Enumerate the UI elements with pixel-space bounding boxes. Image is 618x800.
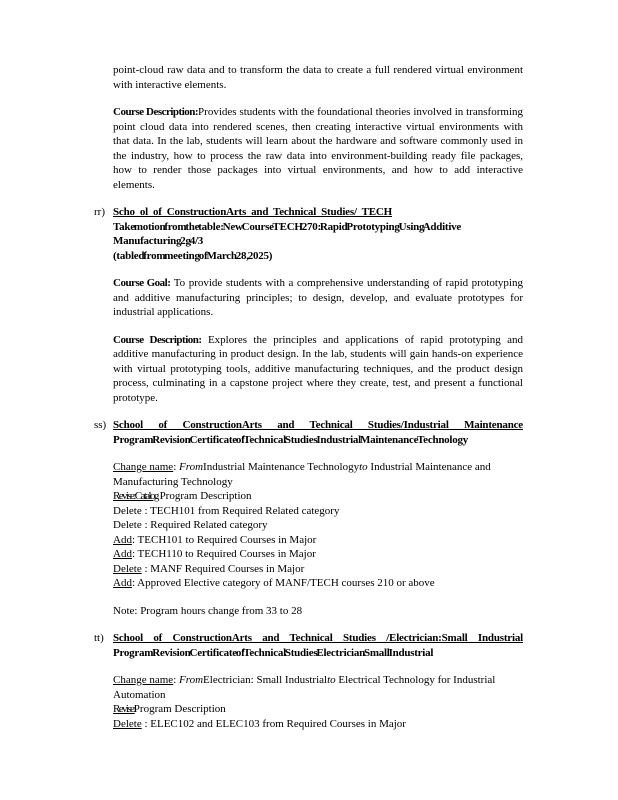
section-ss-program-line: Program Revision Certificate of Technical Studies Industrial Maintenance Technology — [113, 433, 468, 446]
change-name-label: Change name — [113, 674, 174, 686]
course-description-label: Course Description: — [113, 106, 199, 118]
section-rr-tabled-line: (tabled from meeting of March 28, 2025) — [113, 249, 273, 262]
change-item-label: Add — [113, 533, 132, 546]
change-to-text: Industrial Maintenance and Manufacturing Technology — [113, 461, 491, 488]
change-item — [113, 547, 523, 562]
course-description-paragraph — [113, 105, 523, 192]
program-hours-note: Note: Program hours change from 33 to 28 — [113, 604, 303, 617]
change-from-word: From — [179, 461, 204, 473]
section-ss-label: ss) — [94, 419, 107, 431]
change-item — [113, 576, 523, 591]
change-item-text: : TECH101 from Required Related category — [141, 504, 340, 517]
change-item-text: : MANF Required Courses in Major — [141, 562, 305, 575]
change-from-word: From — [179, 674, 204, 686]
section-ss-heading — [113, 418, 523, 447]
revise-text: Program Description — [156, 490, 252, 502]
section-tt-heading — [113, 631, 523, 660]
change-from-text: Industrial Maintenance Technology — [203, 461, 360, 473]
change-item-label: Delete — [113, 562, 142, 575]
continuation-paragraph: point-cloud raw data and to transform the data to create a full rendered virtual environment with interactive elements. — [113, 64, 523, 91]
change-item — [113, 504, 523, 519]
change-item-label: Add — [113, 577, 132, 589]
section-rr — [94, 205, 523, 405]
change-item-text: : TECH110 to Required Courses in Major — [131, 548, 316, 560]
revise-label: Revise: — [113, 703, 135, 715]
change-name-line — [113, 460, 523, 489]
change-item — [113, 518, 523, 533]
revise-text: Program Description — [133, 703, 226, 715]
section-ss-school-line: School of ConstructionArts and Technical Studies/Industrial Maintenance — [113, 419, 523, 431]
section-rr-label: rr) — [94, 206, 105, 218]
change-to-word: to — [327, 674, 336, 686]
section-rr-school-line: Scho ol of ConstructionArts and Technical Studies/ TECH — [113, 206, 392, 218]
change-item-label: Delete — [113, 504, 142, 517]
section-rr-motion-line1: Take motion from the table: New Course TECH 270: Rapid Prototyping Using Additive — [113, 220, 462, 233]
change-item-text: : ELEC102 and ELEC103 from Required Courses in Major — [141, 717, 406, 730]
section-tt-label: tt) — [94, 632, 104, 644]
course-goal-paragraph — [113, 276, 523, 320]
section-tt-school-line: School of ConstructionArts and Technical Studies /Electrician:Small Industrial — [113, 632, 523, 644]
course-goal-label: Course Goal: — [113, 277, 171, 289]
change-item — [113, 562, 523, 577]
section-ss — [94, 418, 523, 618]
section-rr-motion-line2: Manufacturing 2g 4/3 — [113, 235, 204, 247]
change-item-text: : Required Related category — [141, 519, 268, 531]
change-name-separator: : — [173, 461, 179, 473]
course-description2-paragraph — [113, 333, 523, 406]
course-description2-label: Course Description: — [113, 333, 202, 346]
revise-line — [113, 489, 523, 504]
course-description2-body: Explores the principles and applications of rapid prototyping and additive manufacturing in product design. In the lab, students will gain hands-on experience with virtual prototyping tools, additive manufacturing techniques, and the product design process, culminating in a capstone project where they create, test, and present a functional prototype. — [113, 333, 523, 404]
change-to-word: to — [359, 461, 368, 473]
change-item-label: Add — [113, 548, 132, 560]
course-goal-body: To provide students with a comprehensive understanding of rapid prototyping and additive manufacturing principles; to design, develop, and evaluate prototypes for industrial applications. — [113, 277, 523, 318]
change-name-line — [113, 673, 523, 702]
section-tt-changes — [113, 673, 523, 731]
change-item-text: : Approved Elective category of MANF/TECH courses 210 or above — [131, 577, 435, 589]
section-tt-program-line: Program Revision Certificate of Technical Studies Electrician Small Industrial — [113, 646, 434, 659]
change-from-text: Electrician: Small Industrial — [203, 674, 328, 686]
section-tt — [94, 631, 523, 731]
change-item — [113, 533, 523, 548]
change-name-separator: : — [173, 674, 179, 686]
revise-line — [113, 702, 523, 717]
section-rr-heading — [113, 205, 523, 263]
change-to-text: Electrical Technology for Industrial Automation — [113, 674, 496, 701]
revise-label: Revise:Catalog — [113, 490, 158, 502]
change-item-text: : TECH101 to Required Courses in Major — [131, 533, 317, 546]
change-item — [113, 717, 523, 732]
change-item-label: Delete — [113, 519, 142, 531]
section-ss-changes — [113, 460, 523, 591]
course-description-body: Provides students with the foundational theories involved in transforming point cloud data into rendered scenes, then creating interactive virtual environments with that data. In the lab, students will learn about the hardware and software commonly used in the industry, how to process the raw data into environment-building ready file packages, how to render those packages into virtual environments, and how to add interactive elements. — [113, 106, 523, 191]
change-name-label: Change name — [113, 461, 174, 473]
change-item-label: Delete — [113, 717, 142, 730]
